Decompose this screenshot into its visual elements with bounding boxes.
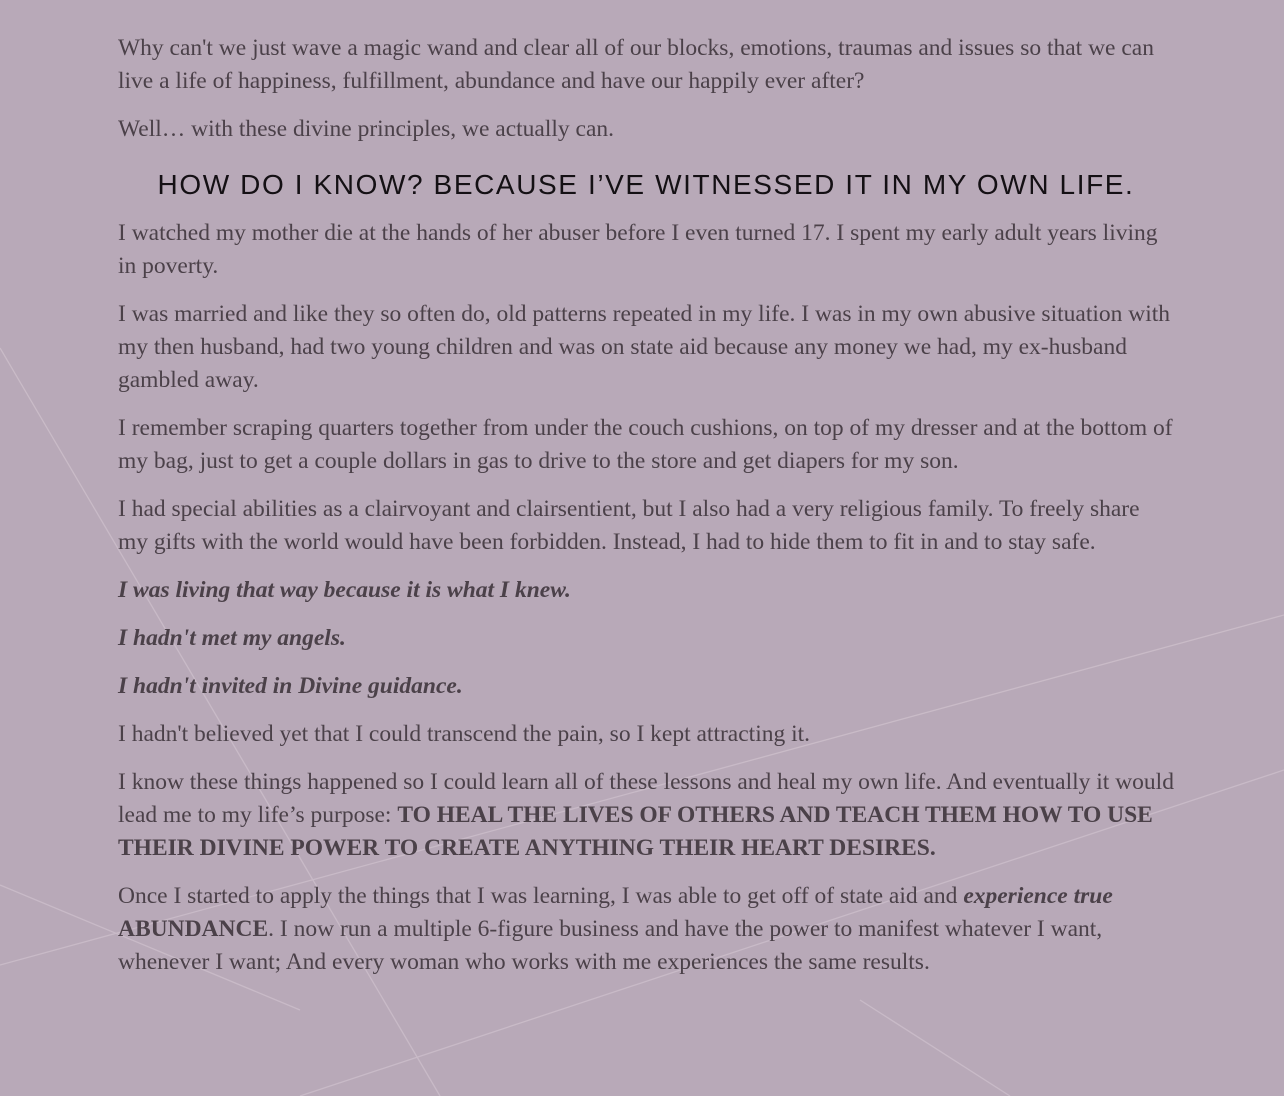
story-paragraph: I had special abilities as a clairvoyant and clairsentient, but I also had a very religious family. To freely share my gifts with the world would have been forbidden. Instead, I had to hide them to fit in and to stay safe. <box>118 496 1140 555</box>
story-paragraph: I remember scraping quarters together from under the couch cushions, on top of my dresser and at the bottom of my bag, just to get a couple dollars in gas to drive to the store and get diapers for my son. <box>118 415 1173 474</box>
section-heading: HOW DO I KNOW? BECAUSE I’VE WITNESSED IT IN MY OWN LIFE. <box>157 169 1135 200</box>
abundance-word: ABUNDANCE <box>118 916 269 942</box>
story-paragraph: I watched my mother die at the hands of her abuser before I even turned 17. I spent my early adult years living in poverty. <box>118 220 1158 279</box>
intro-paragraph: Well… with these divine principles, we actually can. <box>118 116 615 142</box>
purpose-statement: TO HEAL THE LIVES OF OTHERS AND TEACH THEM HOW TO USE THEIR DIVINE POWER TO CREATE ANYTHING THEIR HEART DESIRES. <box>118 802 1153 861</box>
emphasis-line: I hadn't met my angels. <box>118 625 346 651</box>
purpose-paragraph <box>118 766 1174 865</box>
emphasis-line: I was living that way because it is what I knew. <box>118 577 571 603</box>
abundance-emphasis: experience true <box>963 883 1113 909</box>
intro-paragraph: Why can't we just wave a magic wand and clear all of our blocks, emotions, traumas and issues so that we can live a life of happiness, fulfillment, abundance and have our happily ever after? <box>118 35 1154 94</box>
story-paragraph: I was married and like they so often do, old patterns repeated in my life. I was in my own abusive situation with my then husband, had two young children and was on state aid because any money we had, my ex-husband gambled away. <box>118 301 1171 393</box>
article-content <box>118 32 1174 994</box>
abundance-text: Once I started to apply the things that I was learning, I was able to get off of state aid and <box>118 883 964 909</box>
abundance-text-end: . I now run a multiple 6-figure business and have the power to manifest whatever I want, whenever I want; And every woman who works with me experiences the same results. <box>118 916 1103 975</box>
belief-paragraph: I hadn't believed yet that I could transcend the pain, so I kept attracting it. <box>118 721 811 747</box>
abundance-paragraph <box>118 880 1174 979</box>
emphasis-line: I hadn't invited in Divine guidance. <box>118 673 463 699</box>
purpose-text: I know these things happened so I could learn all of these lessons and heal my own life. And eventually it would lead me to my life’s purpose: <box>118 769 1174 828</box>
